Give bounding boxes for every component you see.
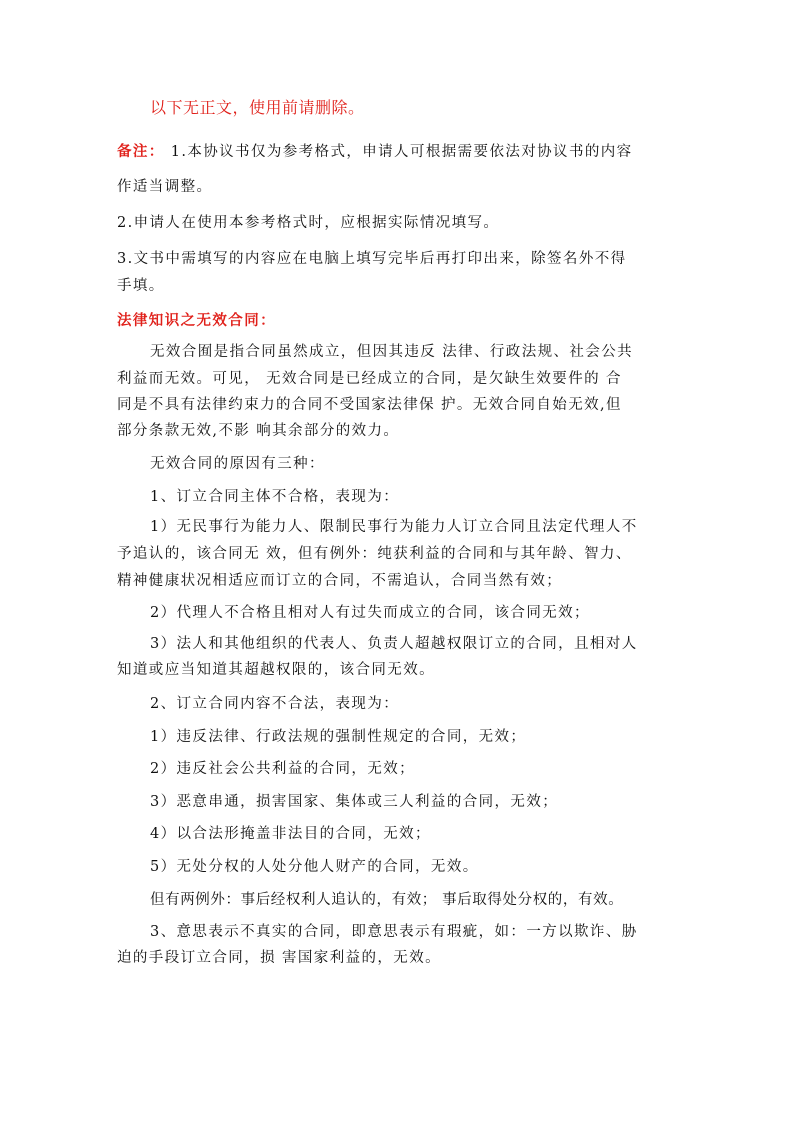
body-line: 同是不具有法律约束力的合同不受国家法律保 护。无效合同自始无效,但 — [117, 397, 622, 413]
body-line: 部分条款无效,不影 响其余部分的效力。 — [117, 423, 400, 439]
remark-item1-line1: 备注： 1.本协议书仅为参考格式，申请人可根据需要依法对协议书的内容 — [117, 143, 633, 160]
remark-item2: 2.申请人在使用本参考格式时，应根据实际情况填写。 — [117, 215, 500, 231]
body-line: 1）无民事行为能力人、限制民事行为能力人订立合同且法定代理人不 — [150, 519, 638, 535]
remark-label: 备注： — [117, 143, 165, 160]
body-line: 精神健康状况相适应而订立的合同，不需追认，合同当然有效； — [117, 573, 563, 589]
body-line: 1）违反法律、行政法规的强制性规定的合同，无效； — [150, 729, 527, 745]
body-line: 3、意思表示不真实的合同，即意思表示有瑕疵，如：一方以欺诈、胁 — [150, 924, 638, 940]
body-line: 2）代理人不合格且相对人有过失而成立的合同，该合同无效； — [150, 605, 590, 621]
body-line: 3）恶意串通，损害国家、集体或三人利益的合同，无效； — [150, 794, 559, 810]
body-line: 迫的手段订立合同，损 害国家利益的，无效。 — [117, 950, 442, 966]
body-line: 但有两例外：事后经权利人追认的，有效； 事后取得处分权的，有效。 — [150, 892, 624, 908]
body-line: 1、订立合同主体不合格，表现为： — [150, 489, 400, 505]
body-line: 利益而无效。可见， 无效合同是已经成立的合同，是欠缺生效要件的 合 — [117, 371, 622, 387]
body-line: 无效合同的原因有三种： — [150, 456, 325, 472]
body-line: 4）以合法形掩盖非法目的合同，无效； — [150, 826, 431, 842]
body-line: 2）违反社会公共利益的合同，无效； — [150, 761, 416, 777]
body-line: 2、订立合同内容不合法，表现为： — [150, 696, 400, 712]
body-line: 无效合囿是指合同虽然成立，但因其违反 法律、行政法规、社会公共 — [150, 344, 634, 360]
notice-text: 以下无正文，使用前请删除。 — [150, 98, 365, 117]
body-line: 知道或应当知道其超越权限的，该合同无效。 — [117, 662, 435, 678]
remark-item1-line2: 作适当调整。 — [117, 179, 213, 195]
section-title: 法律知识之无效合同： — [117, 312, 276, 329]
remark-item3-line2: 手填。 — [117, 278, 165, 294]
body-line: 5）无处分权的人处分他人财产的合同，无效。 — [150, 859, 479, 875]
body-line: 3）法人和其他组织的代表人、负责人超越权限订立的合同，且相对人 — [150, 636, 638, 652]
remark-item3-line1: 3.文书中需填写的内容应在电脑上填写完毕后再打印出来，除签名外不得 — [117, 251, 627, 267]
body-line: 予追认的，该合同无 效，但有例外：纯获利益的合同和与其年龄、智力、 — [117, 546, 632, 562]
